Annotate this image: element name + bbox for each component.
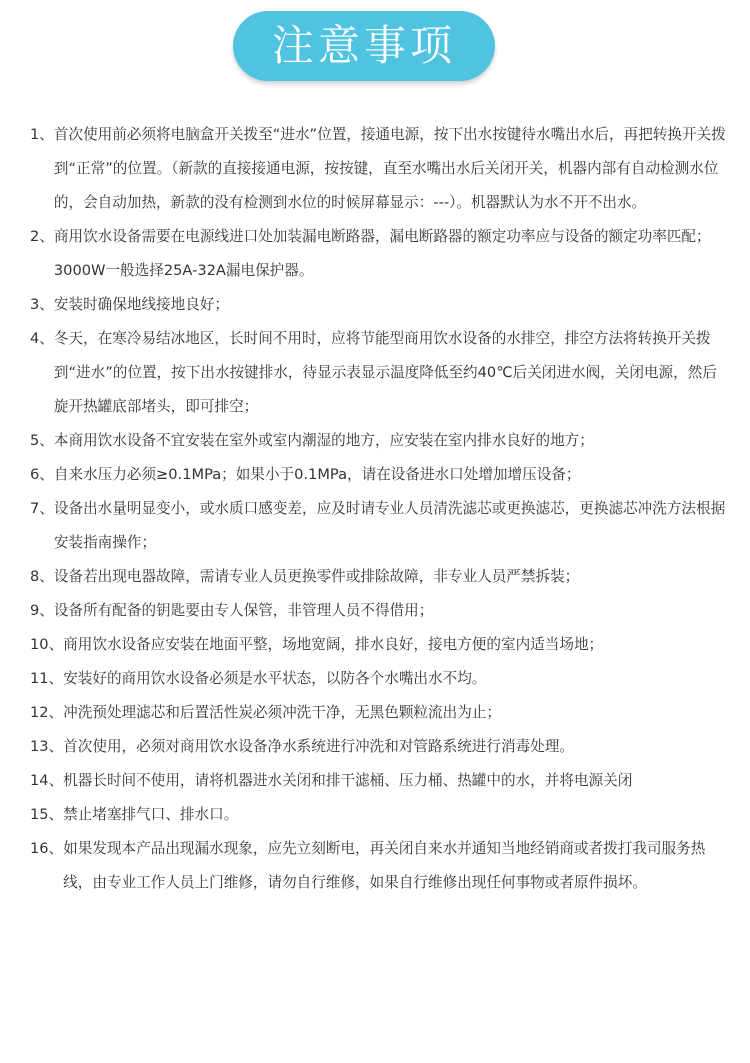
note-item — [30, 798, 730, 832]
note-number: 9、 — [30, 602, 54, 619]
note-number: 5、 — [30, 432, 54, 449]
note-number: 11、 — [30, 670, 64, 687]
note-text: 禁止堵塞排气口、排水口。 — [63, 806, 239, 823]
note-number: 7、 — [30, 500, 54, 517]
note-text: 冬天，在寒冷易结冰地区，长时间不用时，应将节能型商用饮水设备的水排空，排空方法将转换开关拨到“进水”的位置，按下出水按键排水，待显示表显示温度降低至约40℃后关闭进水阀，关闭电源，然后旋开热罐底部堵头，即可排空； — [53, 330, 717, 415]
note-item — [30, 764, 730, 798]
note-text: 商用饮水设备应安装在地面平整，场地宽阔，排水良好，接电方便的室内适当场地； — [63, 636, 604, 653]
note-text: 安装好的商用饮水设备必须是水平状态，以防各个水嘴出水不均。 — [63, 670, 487, 687]
note-item — [30, 492, 730, 560]
note-item — [30, 662, 730, 696]
note-item — [30, 560, 730, 594]
page-title: 注意事项 — [271, 21, 456, 70]
notes-list — [30, 118, 730, 900]
note-text: 安装时确保地线接地良好； — [53, 296, 230, 313]
note-number: 15、 — [30, 806, 64, 823]
note-number: 4、 — [30, 330, 54, 347]
note-item — [30, 696, 730, 730]
note-number: 8、 — [30, 568, 54, 585]
title-banner — [233, 11, 495, 81]
note-number: 14、 — [30, 772, 64, 789]
note-number: 16、 — [30, 840, 64, 857]
note-item — [30, 730, 730, 764]
note-number: 6、 — [30, 466, 54, 483]
note-text: 冲洗预处理滤芯和后置活性炭必须冲洗干净，无黑色颗粒流出为止； — [63, 704, 501, 721]
note-text: 设备所有配备的钥匙要由专人保管，非管理人员不得借用； — [53, 602, 434, 619]
note-text: 本商用饮水设备不宜安装在室外或室内潮湿的地方，应安装在室内排水良好的地方； — [53, 432, 594, 449]
note-number: 13、 — [30, 738, 64, 755]
note-item — [30, 594, 730, 628]
note-text: 自来水压力必须≥0.1MPa；如果小于0.1MPa，请在设备进水口处增加增压设备； — [53, 466, 581, 483]
note-text: 首次使用前必须将电脑盒开关拨至“进水”位置，接通电源，按下出水按键待水嘴出水后，再把转换开关拨到“正常”的位置。（新款的直接接通电源，按按键，直至水嘴出水后关闭开关，机器内部有自动检测水位的，会自动加热，新款的没有检测到水位的时候屏幕显示：---）。机器默认为水不开不出水。 — [53, 126, 726, 211]
note-item — [30, 220, 730, 288]
note-item — [30, 322, 730, 424]
note-text: 首次使用，必须对商用饮水设备净水系统进行冲洗和对管路系统进行消毒处理。 — [63, 738, 574, 755]
note-number: 12、 — [30, 704, 64, 721]
note-item — [30, 118, 730, 220]
note-item — [30, 832, 730, 900]
note-item — [30, 424, 730, 458]
note-text: 设备若出现电器故障，需请专业人员更换零件或排除故障，非专业人员严禁拆装； — [53, 568, 580, 585]
note-number: 1、 — [30, 126, 54, 143]
note-item — [30, 628, 730, 662]
note-text: 如果发现本产品出现漏水现象，应先立刻断电，再关闭自来水并通知当地经销商或者拨打我司服务热线，由专业工作人员上门维修，请勿自行维修，如果自行维修出现任何事物或者原件损坏。 — [63, 840, 706, 891]
note-item — [30, 288, 730, 322]
note-text: 商用饮水设备需要在电源线进口处加装漏电断路器，漏电断路器的额定功率应与设备的额定功率匹配；3000W一般选择25A-32A漏电保护器。 — [53, 228, 711, 279]
note-number: 10、 — [30, 636, 64, 653]
note-text: 设备出水量明显变小，或水质口感变差，应及时请专业人员清洗滤芯或更换滤芯，更换滤芯冲洗方法根据安装指南操作； — [53, 500, 726, 551]
note-text: 机器长时间不使用，请将机器进水关闭和排干滤桶、压力桶、热罐中的水，并将电源关闭 — [63, 772, 633, 789]
note-number: 2、 — [30, 228, 54, 245]
note-item — [30, 458, 730, 492]
note-number: 3、 — [30, 296, 54, 313]
